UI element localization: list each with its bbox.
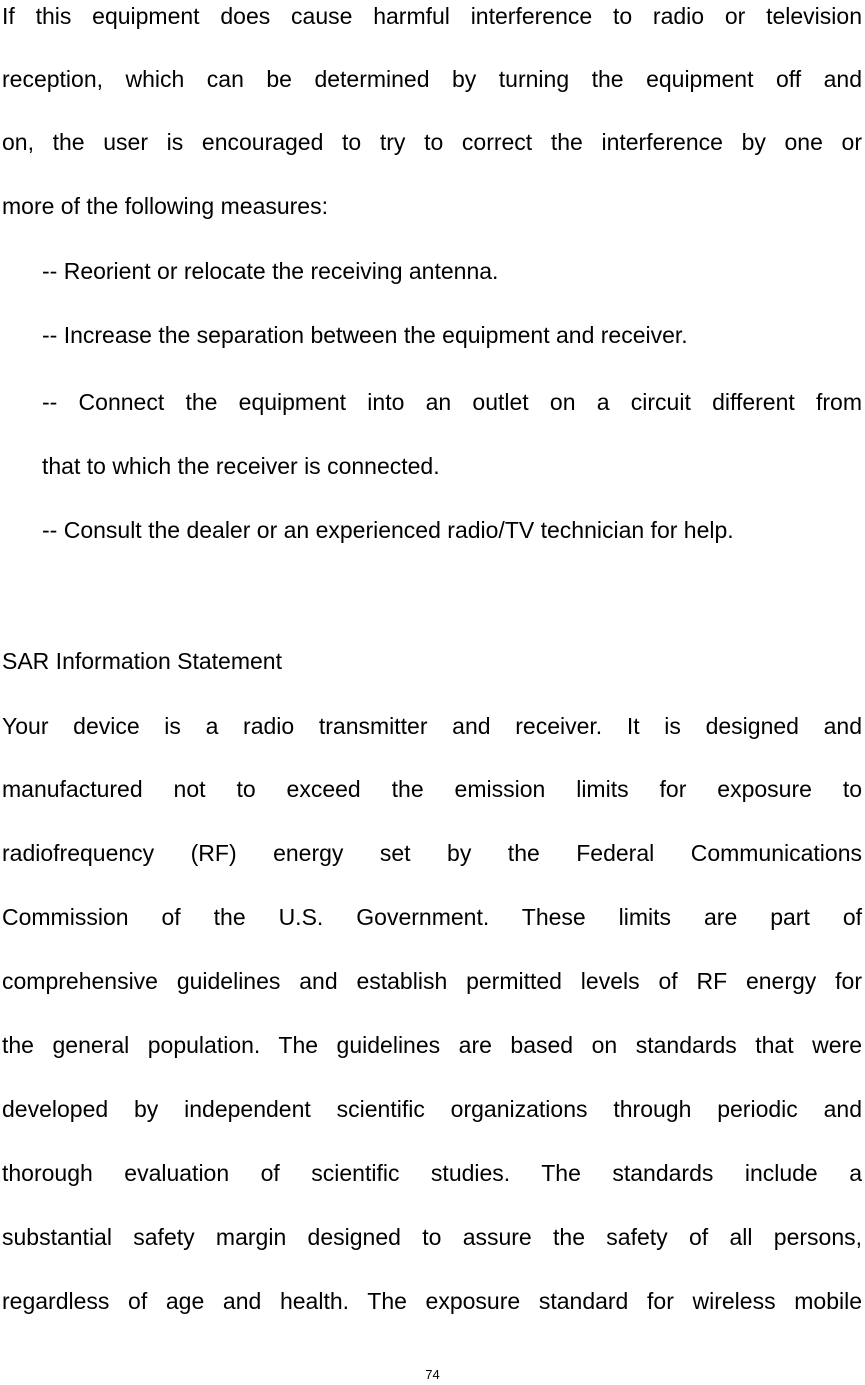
paragraph-line: regardless of age and health. The exposure standard for wireless mobile	[2, 1288, 862, 1314]
list-item: -- Reorient or relocate the receiving antenna.	[42, 258, 499, 284]
list-item: -- Increase the separation between the equipment and receiver.	[42, 322, 688, 348]
paragraph-line: manufactured not to exceed the emission limits for exposure to	[2, 776, 862, 802]
paragraph-line: the general population. The guidelines are based on standards that were	[2, 1032, 862, 1058]
paragraph-line: thorough evaluation of scientific studies. The standards include a	[2, 1160, 862, 1186]
paragraph-line: Your device is a radio transmitter and receiver. It is designed and	[2, 713, 862, 739]
paragraph-line: on, the user is encouraged to try to correct the interference by one or	[2, 129, 862, 155]
paragraph-line: If this equipment does cause harmful interference to radio or television	[2, 3, 862, 29]
paragraph-line: radiofrequency (RF) energy set by the Federal Communications	[2, 840, 862, 866]
list-item: -- Connect the equipment into an outlet on a circuit different from	[42, 389, 862, 415]
paragraph-line: developed by independent scientific organizations through periodic and	[2, 1096, 862, 1122]
paragraph-line: comprehensive guidelines and establish permitted levels of RF energy for	[2, 968, 862, 994]
page-number: 74	[425, 1367, 440, 1382]
list-item: -- Consult the dealer or an experienced radio/TV technician for help.	[42, 517, 734, 543]
list-item-continuation: that to which the receiver is connected.	[42, 453, 440, 479]
paragraph-line: substantial safety margin designed to assure the safety of all persons,	[2, 1224, 862, 1250]
section-heading: SAR Information Statement	[2, 648, 282, 674]
paragraph-line: more of the following measures:	[2, 193, 328, 219]
paragraph-line: Commission of the U.S. Government. These limits are part of	[2, 904, 862, 930]
paragraph-line: reception, which can be determined by turning the equipment off and	[2, 66, 862, 92]
